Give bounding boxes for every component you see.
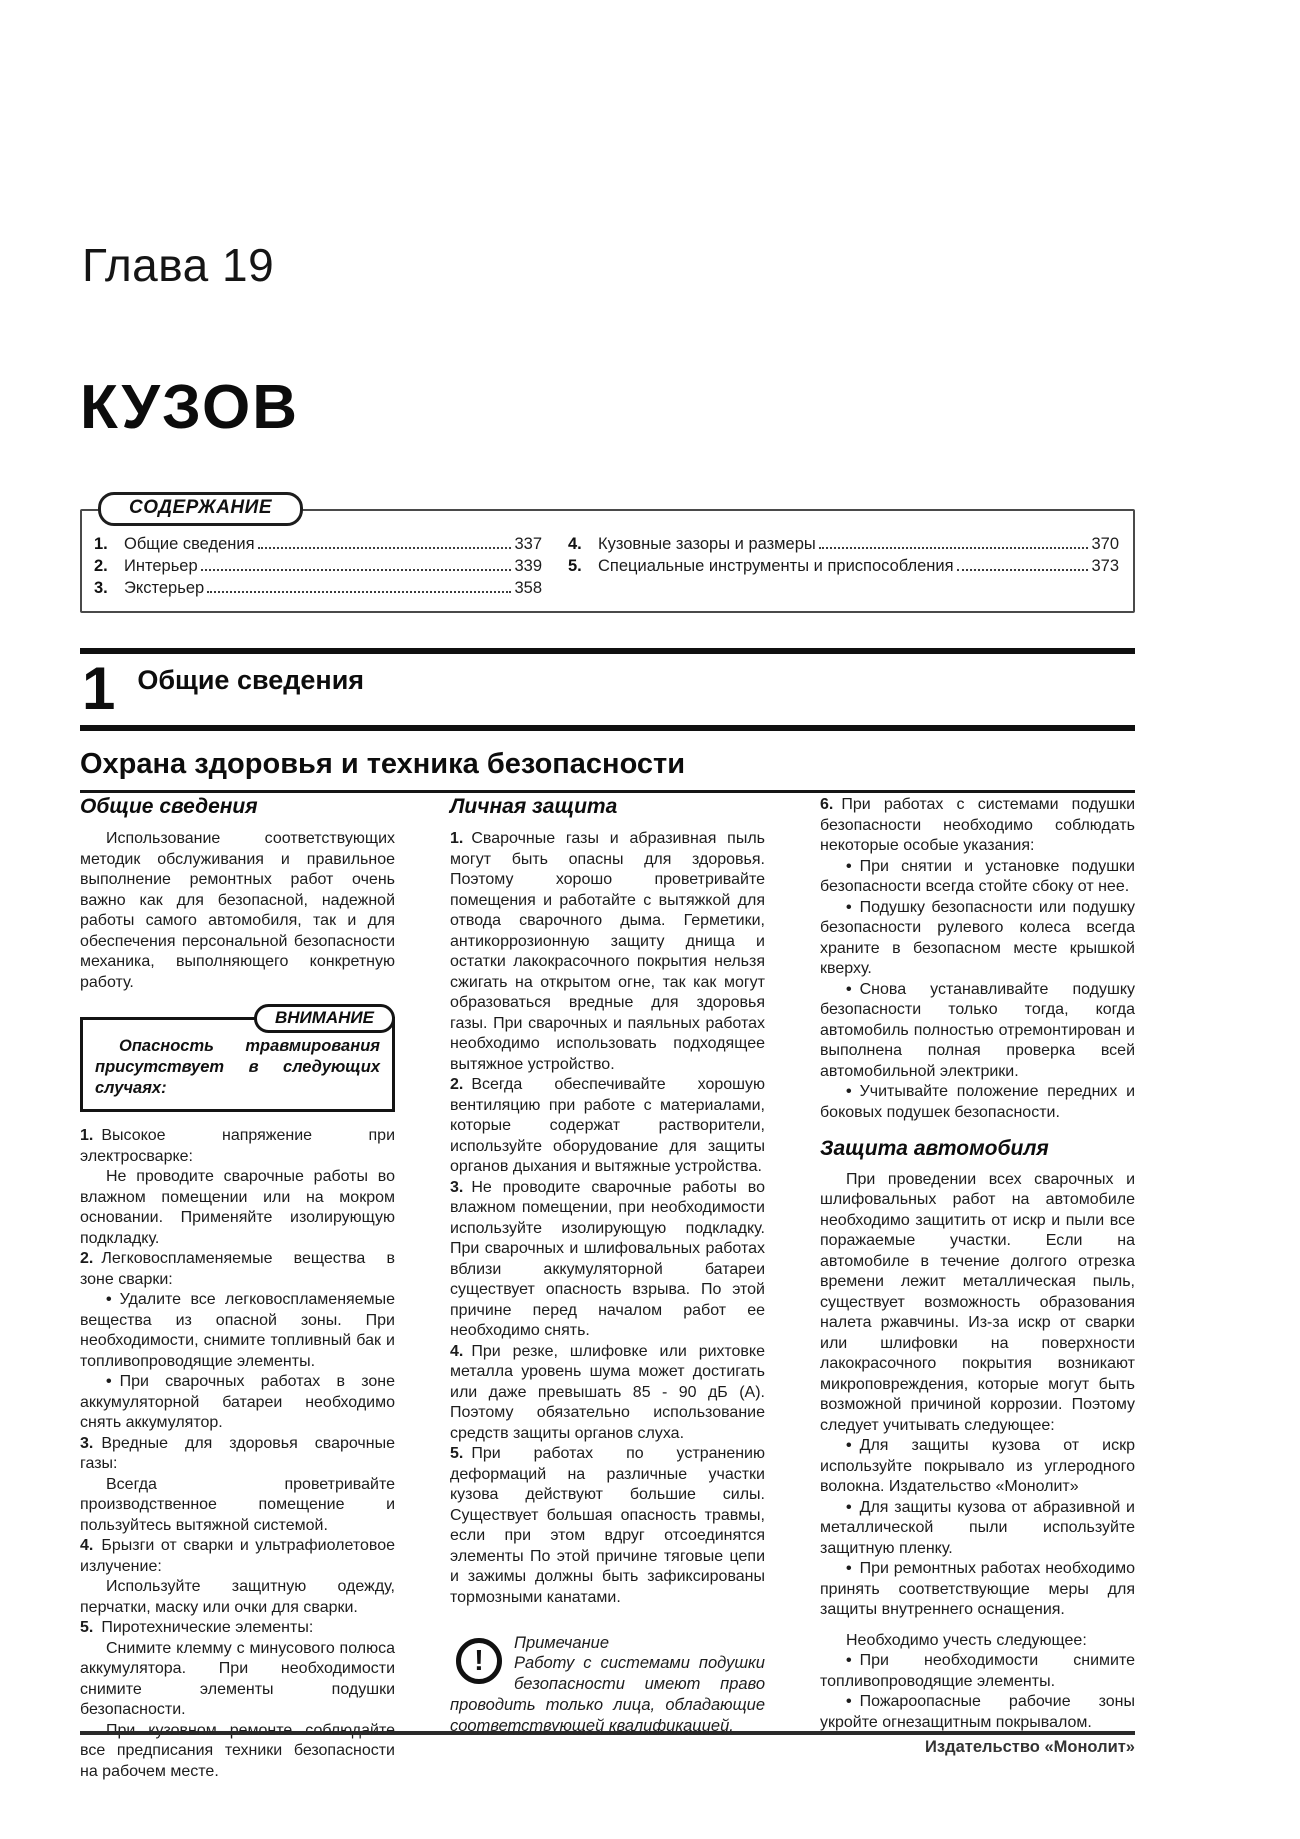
toc-entry-page: 337: [514, 535, 542, 553]
toc-entry-title: Специальные инструменты и приспособления: [598, 557, 954, 575]
paragraph: • Пожароопасные рабочие зоны укройте огнезащитным покрывалом.: [820, 1693, 1135, 1731]
list-marker: 4.: [80, 1537, 94, 1554]
toc-entry: [94, 577, 542, 599]
column-subheading: Общие сведения: [80, 795, 258, 818]
toc-leader-dots: [957, 569, 1089, 571]
toc-entry: [568, 555, 1119, 577]
toc-entry: [568, 533, 1119, 555]
column-3: [820, 795, 1135, 1731]
list-marker: •: [846, 980, 852, 998]
paragraph: • Учитывайте положение передних и боковых подушек безопасности.: [820, 1083, 1135, 1121]
paragraph: 1. Сварочные газы и абразивная пыль могут быть опасны для здоровья. Поэтому хорошо проветривайте помещения и работайте с вытяжкой для отвода сварочного дыма. Герметики, антикоррозионную защиту днища и остатки лакокрасочного покрытия нельзя сжигать на открытом огне, так как могут образоваться вредные для здоровья газы. При сварочных и паяльных работах необходимо использовать подходящее вытяжное устройство.: [450, 830, 765, 1073]
toc-entry-page: 358: [514, 579, 542, 597]
toc-entry-title: Кузовные зазоры и размеры: [598, 535, 816, 553]
list-marker: 3.: [80, 1434, 94, 1452]
paragraph: 4. При резке, шлифовке или рихтовке металла уровень шума может достигать или даже превышать 85 - 90 дБ (А). Поэтому обязательно использование средств защиты органов слуха.: [450, 1342, 765, 1442]
column-paragraphs: [450, 829, 765, 1608]
list-marker: 6.: [820, 796, 834, 813]
list-marker: •: [846, 1498, 852, 1516]
list-marker: 2.: [80, 1250, 94, 1267]
manual-page: [80, 0, 1135, 1839]
toc-leader-dots: [201, 569, 512, 571]
page-title: КУЗОВ: [80, 373, 299, 442]
article-heading: Охрана здоровья и техника безопасности: [80, 748, 1135, 793]
toc-column-right: [568, 533, 1119, 599]
list-marker: •: [846, 1560, 852, 1577]
list-marker: 3.: [450, 1178, 464, 1196]
toc-column-left: [94, 533, 542, 599]
paragraph: Использование соответствующих методик обслуживания и правильное выполнение ремонтных работ очень важно как для безопасной, надежной работы самого автомобиля, так и для обеспечения персональной безопасности механика, выполняющего конкретную работу.: [80, 830, 395, 991]
list-marker: •: [846, 1652, 852, 1669]
attention-label: ВНИМАНИЕ: [254, 1004, 395, 1033]
table-of-contents: [80, 492, 1135, 613]
paragraph: • При ремонтных работах необходимо принять соответствующие меры для защиты внутреннего оснащения.: [820, 1560, 1135, 1618]
paragraph: 5. Пиротехнические элементы:: [80, 1619, 314, 1636]
list-marker: 2.: [450, 1076, 464, 1093]
paragraph: • При необходимости снимите топливопроводящие элементы.: [820, 1652, 1135, 1690]
paragraph: При проведении всех сварочных и шлифовальных работ на автомобиле необходимо защитить от искр и пыли все поражаемые участки. Если на автомобиле в течение долгого отрезка времени лежит металлическая пыль, существует возможность образования налета ржавчины. Из-за искр от сварки или шлифовки на поверхности лакокрасочного покрытия возникают микроповреждения, которые могут быть возможной причиной коррозии. Поэтому следует учитывать следующее:: [820, 1170, 1135, 1434]
toc-entry-number: 4.: [568, 535, 582, 553]
paragraph: • При сварочных работах в зоне аккумуляторной батареи необходимо снять аккумулятор.: [80, 1373, 395, 1431]
paragraph: 2. Всегда обеспечивайте хорошую вентиляцию при работе с материалами, которые содержат растворители, используйте оборудование для защиты органов дыхания и вытяжные устройства.: [450, 1076, 765, 1175]
toc-entry-number: 5.: [568, 557, 582, 575]
list-marker: •: [846, 857, 852, 875]
paragraph: • Снова устанавливайте подушку безопасности только тогда, когда автомобиль полностью отремонтирован и выполнена полная проверка всей автомобильной электрики.: [820, 980, 1135, 1080]
publisher-footer: Издательство «Монолит»: [925, 1738, 1135, 1756]
column-2: [450, 795, 765, 1735]
toc-entry-title: Общие сведения: [124, 535, 255, 553]
list-marker: 5.: [450, 1445, 464, 1462]
paragraph: • Подушку безопасности или подушку безопасности рулевого колеса всегда храните в безопасном месте крышкой кверху.: [820, 898, 1135, 977]
toc-label: СОДЕРЖАНИЕ: [98, 492, 303, 526]
intro-paragraphs: [80, 829, 395, 993]
column-paragraphs: [80, 1126, 395, 1782]
section-number: 1: [82, 655, 116, 722]
attention-text: Опасность травмирования присутствует в следующих случаях:: [95, 1037, 380, 1097]
note-box: [450, 1634, 765, 1737]
paragraph: • Для защиты кузова от искр используйте покрывало из углеродного волокна. Издательство «Монолит»: [820, 1437, 1135, 1495]
toc-entry: [94, 533, 542, 555]
toc-leader-dots: [207, 591, 511, 593]
footer-divider: [80, 1731, 1135, 1735]
list-marker: •: [106, 1291, 112, 1308]
list-marker: •: [846, 1083, 852, 1100]
paragraph: Снимите клемму с минусового полюса аккумулятора. При необходимости снимите элементы подушки безопасности.: [80, 1639, 395, 1718]
list-marker: •: [846, 898, 852, 916]
toc-entry-title: Экстерьер: [124, 579, 205, 597]
list-marker: 4.: [450, 1342, 464, 1360]
paragraph: 3. Вредные для здоровья сварочные газы:: [80, 1434, 395, 1472]
toc-entry-title: Интерьер: [124, 557, 198, 575]
paragraph: 5. При работах по устранению деформаций на различные участки кузова действуют большие силы. Существует большая опасность травмы, если при этом вдруг отсоединятся элементы По этой причине тяговые цепи и зажимы должны быть зафиксированы тормозными канатами.: [450, 1445, 765, 1606]
toc-entry-page: 373: [1091, 557, 1119, 575]
column-1: [80, 795, 395, 1780]
paragraph: Не проводите сварочные работы во влажном помещении или на мокром основании. Применяйте изолирующую подкладку.: [80, 1168, 395, 1247]
toc-entry-number: 3.: [94, 579, 108, 597]
paragraph: 6. При работах с системами подушки безопасности необходимо соблюдать некоторые особые указания:: [820, 796, 1135, 854]
toc-leader-dots: [258, 547, 512, 549]
column-subheading: Защита автомобиля: [820, 1137, 1049, 1160]
toc-entry-number: 1.: [94, 535, 108, 553]
list-marker: •: [846, 1437, 852, 1454]
paragraph: • Удалите все легковоспламеняемые вещества из опасной зоны. При необходимости, снимите топливный бак и топливопроводящие элементы.: [80, 1291, 395, 1370]
chapter-label: Глава 19: [82, 239, 275, 291]
paragraph: При кузовном ремонте соблюдайте все предписания техники безопасности на рабочем месте.: [80, 1721, 395, 1780]
text-columns: [80, 795, 1135, 1780]
paragraph: 3. Не проводите сварочные работы во влажном помещении, при необходимости используйте изолирующую подкладку. При сварочных и шлифовальных работах вблизи аккумуляторной батареи существует опасность взрыва. По этой причине перед началом работ ее необходимо снять.: [450, 1178, 765, 1339]
paragraph: 4. Брызги от сварки и ультрафиолетовое излучение:: [80, 1537, 395, 1575]
toc-entry-number: 2.: [94, 557, 108, 575]
paragraph: Необходимо учесть следующее:: [846, 1631, 1087, 1649]
toc-leader-dots: [819, 547, 1089, 549]
section-header: [80, 648, 1135, 731]
column-paragraphs: [820, 795, 1135, 1733]
column-subheading: Личная защита: [450, 795, 618, 818]
note-text: Работу с системами подушки безопасности имеют право проводить только лица, обладающие соответствующей квалификацией.: [450, 1654, 765, 1735]
exclamation-icon: !: [456, 1638, 502, 1684]
toc-entry-page: 339: [514, 557, 542, 575]
paragraph: 2. Легковоспламеняемые вещества в зоне сварки:: [80, 1250, 395, 1288]
list-marker: 1.: [80, 1127, 94, 1144]
list-marker: •: [846, 1693, 852, 1710]
list-marker: 1.: [450, 830, 464, 847]
paragraph: 1. Высокое напряжение при электросварке:: [80, 1127, 395, 1165]
section-title: Общие сведения: [137, 665, 365, 695]
paragraph: • При снятии и установке подушки безопасности всегда стойте сбоку от нее.: [820, 857, 1135, 895]
paragraph: • Для защиты кузова от абразивной и металлической пыли используйте защитную пленку.: [820, 1498, 1135, 1557]
paragraph: Всегда проветривайте производственное помещение и пользуйтесь вытяжной системой.: [80, 1475, 395, 1534]
toc-entry-page: 370: [1091, 535, 1119, 553]
attention-box: [80, 1008, 395, 1112]
paragraph: Используйте защитную одежду, перчатки, маску или очки для сварки.: [80, 1578, 395, 1616]
note-label: Примечание: [514, 1634, 610, 1652]
list-marker: •: [106, 1373, 112, 1390]
toc-entry: [94, 555, 542, 577]
list-marker: 5.: [80, 1619, 94, 1636]
